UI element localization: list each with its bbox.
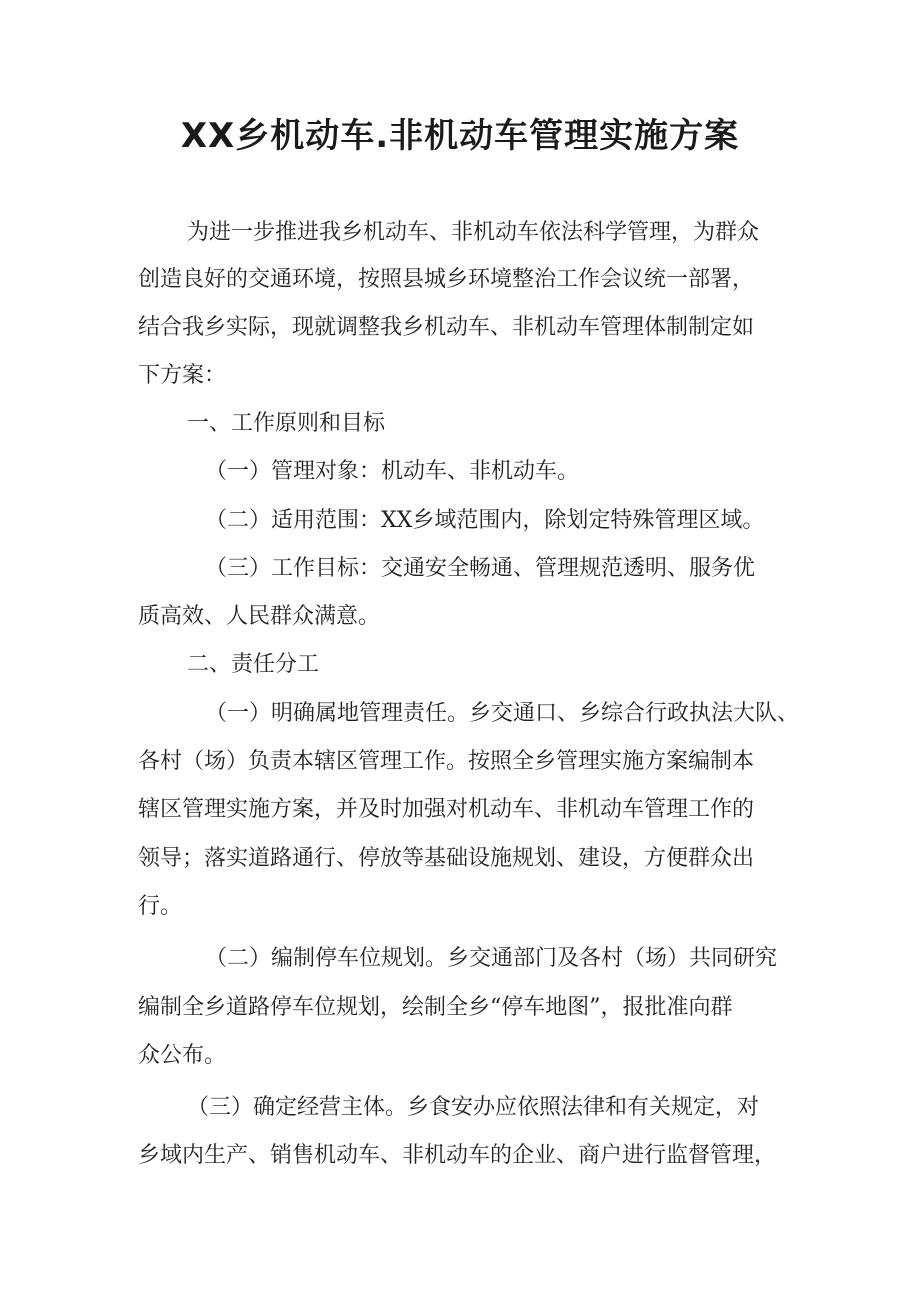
paragraph-line: （一）明确属地管理责任。乡交通口、乡综合行政执法大队、 bbox=[205, 701, 800, 726]
paragraph-line: 众公布。 bbox=[138, 1043, 227, 1068]
section-heading: 二、责任分工 bbox=[187, 652, 320, 677]
paragraph-line: （二）编制停车位规划。乡交通部门及各村（场）共同研究 bbox=[205, 946, 778, 971]
document-title: XX乡机动车.非机动车管理实施方案 bbox=[180, 116, 740, 156]
paragraph-line: 行。 bbox=[138, 894, 183, 919]
paragraph-line: 为进一步推进我乡机动车、非机动车依法科学管理，为群众 bbox=[187, 220, 760, 245]
section-heading: 一、工作原则和目标 bbox=[187, 411, 386, 436]
paragraph-line: 各村（场）负责本辖区管理工作。按照全乡管理实施方案编制本 bbox=[138, 749, 755, 774]
paragraph-line: 创造良好的交通环境，按照县城乡环境整治工作会议统一部署， bbox=[138, 267, 755, 292]
paragraph-line: （一）管理对象：机动车、非机动车。 bbox=[205, 459, 580, 484]
paragraph-line: 乡域内生产、销售机动车、非机动车的企业、商户进行监督管理， bbox=[138, 1143, 777, 1168]
paragraph-line: （二）适用范围：XX乡域范围内，除划定特殊管理区域。 bbox=[205, 508, 765, 533]
paragraph-line: 结合我乡实际，现就调整我乡机动车、非机动车管理体制制定如 bbox=[138, 315, 755, 340]
paragraph-line: 编制全乡道路停车位规划，绘制全乡“停车地图”，报批准向群 bbox=[138, 995, 733, 1020]
paragraph-line: 领导；落实道路通行、停放等基础设施规划、建设，方便群众出 bbox=[138, 846, 755, 871]
paragraph-line: （三）工作目标：交通安全畅通、管理规范透明、服务优 bbox=[205, 556, 756, 581]
paragraph-line: 质高效、人民群众满意。 bbox=[138, 604, 381, 629]
paragraph-line: （三）确定经营主体。乡食安办应依照法律和有关规定，对 bbox=[187, 1095, 760, 1120]
paragraph-line: 下方案： bbox=[138, 363, 227, 388]
paragraph-line: 辖区管理实施方案，并及时加强对机动车、非机动车管理工作的 bbox=[138, 797, 755, 822]
